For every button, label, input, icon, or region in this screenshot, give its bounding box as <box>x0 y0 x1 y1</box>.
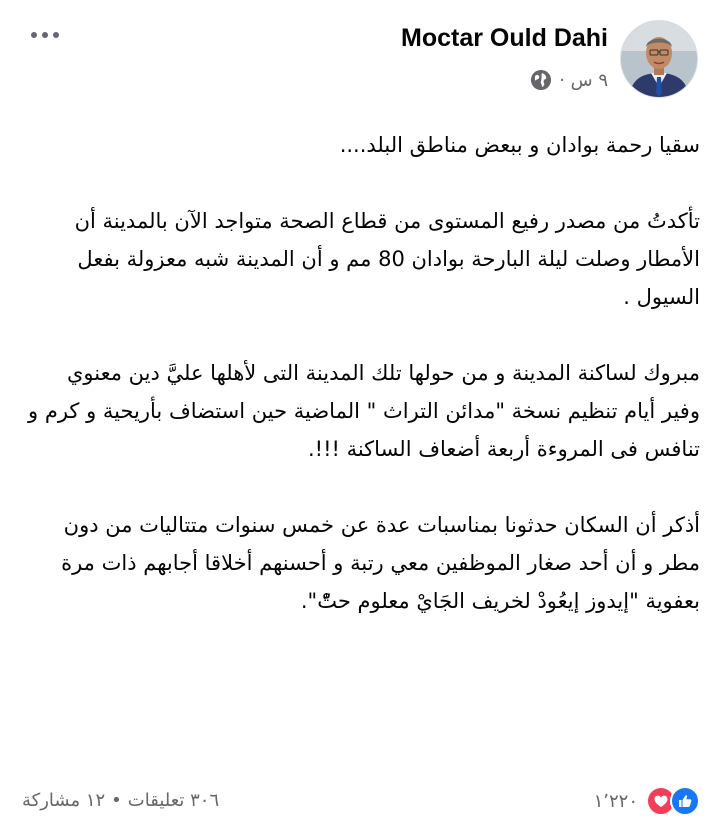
separator: • <box>111 790 122 811</box>
author-name[interactable]: Moctar Ould Dahi <box>401 24 608 52</box>
post-paragraph: أذكر أن السكان حدثونا بمناسبات عدة عن خمس سنوات متتاليات من دون مطر و أن أحد صغار الموظفين معي رتبة و أحسنهم أخلاقا أجابهم ذات مرة بعفوية "إيدوز إيعُودْ لخريف الجَايْ معلوم حتّْ". <box>61 513 700 613</box>
reactions-summary[interactable] <box>594 786 700 816</box>
post-header <box>0 0 720 110</box>
more-horizontal-icon <box>53 32 59 38</box>
like-icon <box>670 786 700 816</box>
post-paragraph: تأكدتُ من مصدر رفيع المستوى من قطاع الصحة متواجد الآن بالمدينة أن الأمطار وصلت ليلة البارحة بوادان 80 مم و أن المدينة شبه معزولة بفعل السيول . <box>74 209 700 309</box>
shares-count[interactable]: ١٢ مشاركة <box>22 790 106 811</box>
author-avatar[interactable] <box>620 20 698 98</box>
post-meta <box>531 66 608 94</box>
post-time[interactable]: ٩ س · <box>559 69 608 91</box>
engagement-counts <box>22 790 219 811</box>
globe-icon <box>531 70 551 90</box>
post-paragraph: سقيا رحمة بوادان و ببعض مناطق البلد.... <box>339 133 700 157</box>
more-horizontal-icon <box>31 32 37 38</box>
post-footer <box>0 780 720 824</box>
post-paragraph: مبروك لساكنة المدينة و من حولها تلك المدينة التى لأهلها عليَّ دين معنوي وفير أيام تنظيم نسخة "مدائن التراث " الماضية حين استضاف بأريحية و كرم و تنافس فى المروءة أربعة أضعاف الساكنة !!!. <box>28 361 700 461</box>
reactions-count: ١٬٢٢٠ <box>593 790 638 812</box>
comments-count[interactable]: ٣٠٦ تعليقات <box>127 790 220 811</box>
more-options-button[interactable] <box>22 20 68 50</box>
post-body <box>24 126 700 620</box>
more-horizontal-icon <box>42 32 48 38</box>
